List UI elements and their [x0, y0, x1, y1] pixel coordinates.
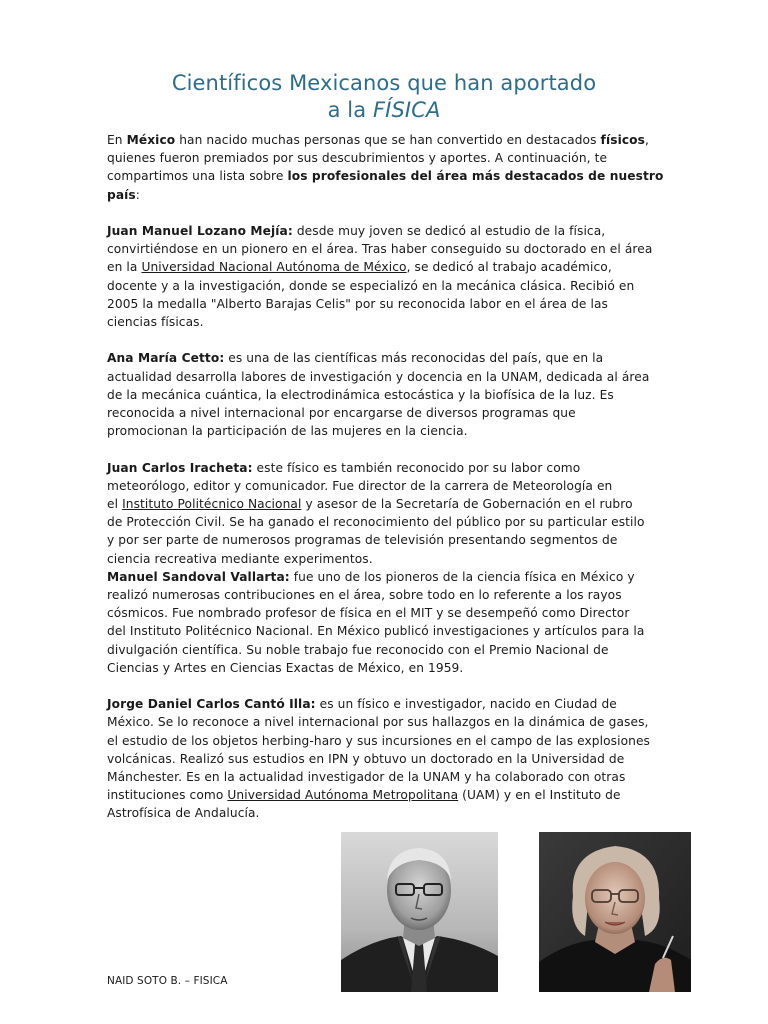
- scientist-name: Jorge Daniel Carlos Cantó Illa:: [107, 697, 316, 712]
- intro-paragraph: En México han nacido muchas personas que se han convertido en destacados físicos, quienes fueron premiados por sus descubrimientos y aportes. A continuación, te compartimos una lista sobre los profesionales del área más destacados de nuestro país:: [107, 133, 664, 202]
- scientist-name: Juan Carlos Iracheta:: [107, 460, 253, 475]
- bold-mexico: México: [126, 133, 176, 147]
- paragraph-canto: Jorge Daniel Carlos Cantó Illa: es un físico e investigador, nacido en Ciudad de México. Se lo reconoce a nivel internacional por sus hallazgos en la dinámica de gases, el estudio de los objetos herbing-haro y sus incursiones en el campo de las explosiones volcánicas. Realizó sus estudios en IPN y obtuvo un doctorado en la Universidad de Mánchester. Es en la actualidad investigador de la UNAM y ha colaborado con otras instituciones como Universidad Autónoma Metropolitana (UAM) y en el Instituto de Astrofísica de Andalucía.: [107, 697, 651, 821]
- portrait-photo-woman: [539, 832, 691, 992]
- bold-profesionales: los profesionales del área más destacados de nuestro: [287, 169, 664, 184]
- title-line-2-emphasis: FÍSICA: [373, 98, 441, 122]
- scientist-name: Manuel Sandoval Vallarta:: [107, 569, 290, 584]
- link-uam[interactable]: Universidad Autónoma Metropolitana: [227, 788, 459, 803]
- title-line-2-prefix: a la: [327, 98, 373, 122]
- document-body: [107, 131, 663, 823]
- paragraph-sandoval: Manuel Sandoval Vallarta: fue uno de los pioneros de la ciencia física en México y realizó numerosas contribuciones en el área, sobre todo en lo referente a los rayos cósmicos. Fue nombrado profesor de física en el MIT y se desempeñó como Director del Instituto Politécnico Nacional. En México publicó investigaciones y artículos para la divulgación científica. Su noble trabajo fue reconocido con el Premio Nacional de Ciencias y Artes en Ciencias Exactas de México, en 1959.: [107, 569, 645, 675]
- link-ipn[interactable]: Instituto Politécnico Nacional: [122, 497, 302, 512]
- link-unam[interactable]: Universidad Nacional Autónoma de México: [141, 260, 407, 275]
- document-title: [0, 70, 768, 124]
- document-footer: NAID SOTO B. – FISICA: [107, 975, 228, 987]
- scientist-name: Ana María Cetto:: [107, 351, 225, 366]
- title-line-1: Científicos Mexicanos que han aportado: [171, 71, 597, 95]
- bold-fisicos: físicos: [600, 133, 646, 147]
- paragraph-lozano: Juan Manuel Lozano Mejía: desde muy joven se dedicó al estudio de la física, convirtiéndose en un pionero en el área. Tras haber conseguido su doctorado en el área en la Universidad Nacional Autónoma de México, se dedicó al trabajo académico, docente y a la investigación, donde se especializó en la mecánica clásica. Recibió en 2005 la medalla "Alberto Barajas Celis" por su reconocida labor en el área de las ciencias físicas.: [107, 224, 653, 330]
- paragraph-iracheta: Juan Carlos Iracheta: este físico es también reconocido por su labor como meteorólogo, editor y comunicador. Fue director de la carrera de Meteorología en el Instituto Politécnico Nacional y asesor de la Secretaría de Gobernación en el rubro de Protección Civil. Se ha ganado el reconocimiento del público por su particular estilo y por ser parte de numerosos programas de televisión presentando segmentos de ciencia recreativa mediante experimentos.: [107, 460, 645, 566]
- paragraph-cetto: Ana María Cetto: es una de las científicas más reconocidas del país, que en la actualidad desarrolla labores de investigación y docencia en la UNAM, dedicada al área de la mecánica cuántica, la electrodinámica estocástica y la biofísica de la luz. Es reconocida a nivel internacional por encargarse de diversos programas que promocionan la participación de las mujeres en la ciencia.: [107, 351, 650, 439]
- portrait-photo-man: [341, 832, 498, 992]
- scientist-name: Juan Manuel Lozano Mejía:: [107, 224, 293, 238]
- title-line-2: [0, 97, 768, 124]
